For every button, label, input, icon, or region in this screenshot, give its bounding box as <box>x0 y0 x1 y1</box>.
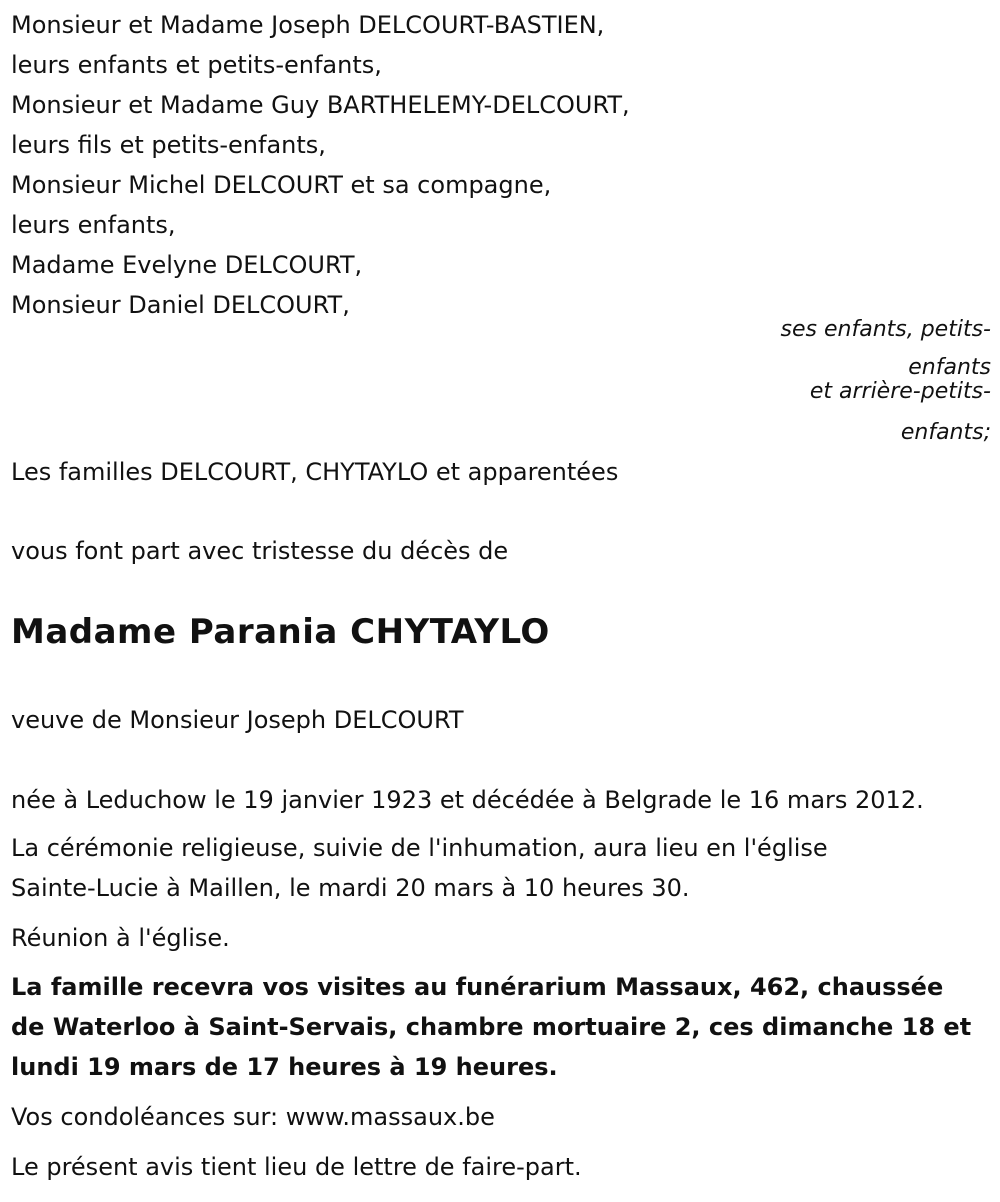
descendants-line-2: enfants <box>908 355 991 380</box>
family-line-8: Monsieur Daniel DELCOURT, <box>11 291 350 319</box>
announcement-line: vous font part avec tristesse du décès de <box>11 537 509 565</box>
descendants-line-4: enfants; <box>900 420 991 445</box>
families-line: Les familles DELCOURT, CHYTAYLO et apparentées <box>11 458 619 486</box>
family-line-6: leurs enfants, <box>11 211 176 239</box>
family-line-7: Madame Evelyne DELCOURT, <box>11 251 363 279</box>
descendants-line-3: et arrière-petits- <box>809 379 991 404</box>
family-line-1: Monsieur et Madame Joseph DELCOURT-BASTIEN, <box>11 11 605 39</box>
family-line-3: Monsieur et Madame Guy BARTHELEMY-DELCOURT, <box>11 91 630 119</box>
deceased-name: Madame Parania CHYTAYLO <box>11 612 550 652</box>
condolences-line: Vos condoléances sur: www.massaux.be <box>11 1103 495 1131</box>
ceremony-line-1: La cérémonie religieuse, suivie de l'inhumation, aura lieu en l'église <box>11 834 828 862</box>
reunion-line: Réunion à l'église. <box>11 924 230 952</box>
visits-line-3: lundi 19 mars de 17 heures à 19 heures. <box>11 1053 558 1081</box>
family-line-4: leurs fils et petits-enfants, <box>11 131 326 159</box>
widow-of-line: veuve de Monsieur Joseph DELCOURT <box>11 706 464 734</box>
notice-line: Le présent avis tient lieu de lettre de faire-part. <box>11 1153 582 1181</box>
ceremony-line-2: Sainte-Lucie à Maillen, le mardi 20 mars à 10 heures 30. <box>11 874 690 902</box>
descendants-line-1: ses enfants, petits- <box>780 317 991 342</box>
family-line-5: Monsieur Michel DELCOURT et sa compagne, <box>11 171 552 199</box>
visits-line-2: de Waterloo à Saint-Servais, chambre mortuaire 2, ces dimanche 18 et <box>11 1013 972 1041</box>
family-line-2: leurs enfants et petits-enfants, <box>11 51 382 79</box>
visits-line-1: La famille recevra vos visites au funérarium Massaux, 462, chaussée <box>11 973 944 1001</box>
birth-death-line: née à Leduchow le 19 janvier 1923 et décédée à Belgrade le 16 mars 2012. <box>11 786 924 814</box>
